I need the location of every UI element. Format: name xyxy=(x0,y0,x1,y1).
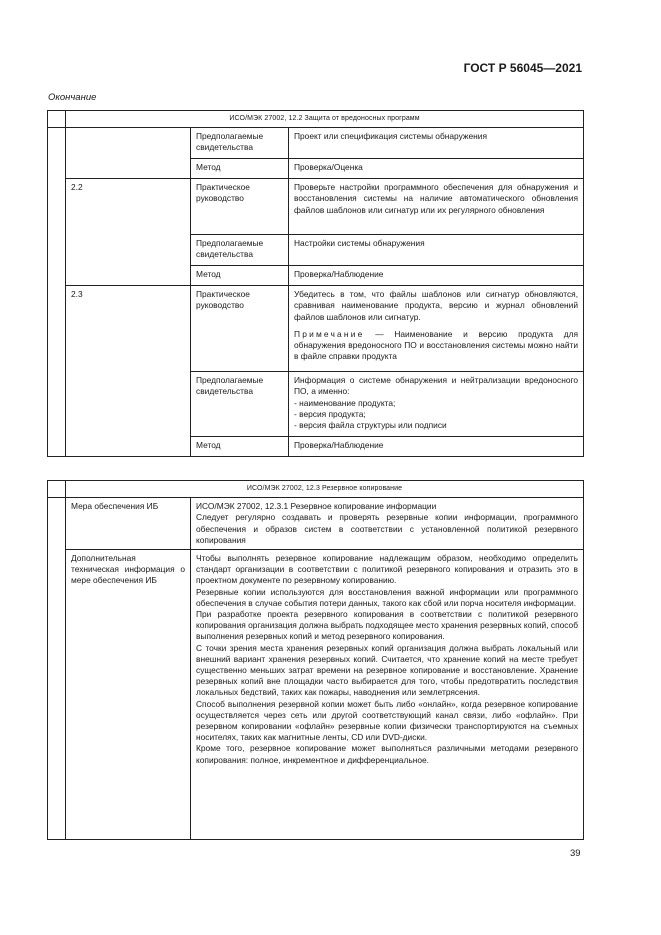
paragraph: С точки зрения места хранения резервных копий организация должна выбрать локальный или внешний вариант хранения резервных копий. Считается, что хранение копий на месте требует существенно меньших затрат времени на резервное копирование и восстановление. Хранение резервных копий вне площадки часто выбирается для того, чтобы предотвратить последствия локальных бедствий, таких как пожары, наводнения или землетрясения. xyxy=(196,642,579,698)
paragraph: Кроме того, резервное копирование может выполняться различными методами резервного копирования: полное, инкрементное и дифференциальное. xyxy=(196,743,579,765)
row-number: 2.2 xyxy=(66,179,191,286)
table-row xyxy=(48,179,584,235)
row-content: Настройки системы обнаружения xyxy=(289,235,584,266)
list-item: - наименование продукта; xyxy=(294,397,396,408)
row-number xyxy=(66,128,191,179)
table-backup xyxy=(47,480,584,840)
narrow-margin-column xyxy=(48,498,66,840)
row-content: Проверьте настройки программного обеспечения для обнаружения и восстановления системы на наличие автоматического обновления файлов шаблонов или сигнатур или их регулярного обновления xyxy=(289,179,584,235)
continuation-label: Окончание xyxy=(48,92,97,103)
row-label: Метод xyxy=(191,159,289,179)
row-label: Метод xyxy=(191,437,289,457)
row-label: Предполагаемые свидетельства xyxy=(191,235,289,266)
table-caption-row xyxy=(48,481,584,498)
row-content: Проверка/Наблюдение xyxy=(289,266,584,286)
note-text: — Наименование и версию продукта для обнаружения вредоносного ПО и восстановления системы можно найти в файле справки продукта xyxy=(294,328,579,362)
measure-text: Следует регулярно создавать и проверять резервные копии информации, программного обеспечения и образов систем в соответствии с установленной политикой резервного копирования xyxy=(196,512,579,545)
table-caption-row xyxy=(48,111,584,128)
page-number: 39 xyxy=(570,848,581,859)
measure-reference: ИСО/МЭК 27002, 12.3.1 Резервное копирование информации xyxy=(196,501,437,512)
paragraph: При разработке проекта резервного копирования в соответствии с политикой резервного копирования организация должна выбрать подходящее место хранения резервных копий, способ выполнения резервных копий и метод резервного копирования. xyxy=(196,609,579,642)
note-label: Примечание xyxy=(294,328,365,339)
additional-info-label: Дополнительная техническая информация о мере обеспечения ИБ xyxy=(66,550,191,840)
row-content xyxy=(289,286,584,372)
paragraph: Способ выполнения резервной копии может быть либо «онлайн», когда резервное копирование осуществляется через сеть или другой соответствующий канал связи, либо «офлайн». При резервном копировании «офлайн» резервные копии физически транспортируются на съемных носителях, таких как магнитные ленты, CD или DVD-диски. xyxy=(196,698,579,743)
measure-content xyxy=(191,498,584,550)
row-content: Проект или спецификация системы обнаружения xyxy=(289,128,584,159)
row-label: Практическое руководство xyxy=(191,179,289,235)
paragraph: Резервные копии используются для восстановления важной информации или программного обеспечения в случае события потери данных, такого как сбой или порча носителя информации. xyxy=(196,586,579,608)
document-header: ГОСТ Р 56045—2021 xyxy=(463,61,582,75)
row-note xyxy=(294,329,578,363)
row-label: Предполагаемые свидетельства xyxy=(191,128,289,159)
list-item: - версия файла структуры или подписи xyxy=(294,420,447,431)
row-label: Практическое руководство xyxy=(191,286,289,372)
list-item: - версия продукта; xyxy=(294,408,366,419)
table-row xyxy=(48,550,584,840)
row-content: Проверка/Наблюдение xyxy=(289,437,584,457)
additional-info-content xyxy=(191,550,584,840)
table-caption: ИСО/МЭК 27002, 12.2 Защита от вредоносных программ xyxy=(66,111,584,128)
table-caption: ИСО/МЭК 27002, 12.3 Резервное копирование xyxy=(66,481,584,498)
row-content-text: Информация о системе обнаружения и нейтрализации вредоносного ПО, а именно: xyxy=(294,375,579,397)
row-number: 2.3 xyxy=(66,286,191,457)
narrow-margin-column xyxy=(48,128,66,457)
row-label: Предполагаемые свидетельства xyxy=(191,372,289,437)
table-malware-protection xyxy=(47,110,584,457)
table-row xyxy=(48,128,584,159)
paragraph: Чтобы выполнять резервное копирование надлежащим образом, необходимо определить стандарт организации в соответствии с политикой резервного копирования и отразить это в проектном документе по резервному копированию. xyxy=(196,553,579,586)
measure-label: Мера обеспечения ИБ xyxy=(66,498,191,550)
row-content: Проверка/Оценка xyxy=(289,159,584,179)
row-content xyxy=(289,372,584,437)
table-row xyxy=(48,286,584,372)
row-content-text: Убедитесь в том, что файлы шаблонов или сигнатур обновляются, сравнивая наименование продукта, версию и журнал обновлений файлов шаблонов или сигнатур. xyxy=(294,289,579,322)
row-label: Метод xyxy=(191,266,289,286)
table-row xyxy=(48,498,584,550)
